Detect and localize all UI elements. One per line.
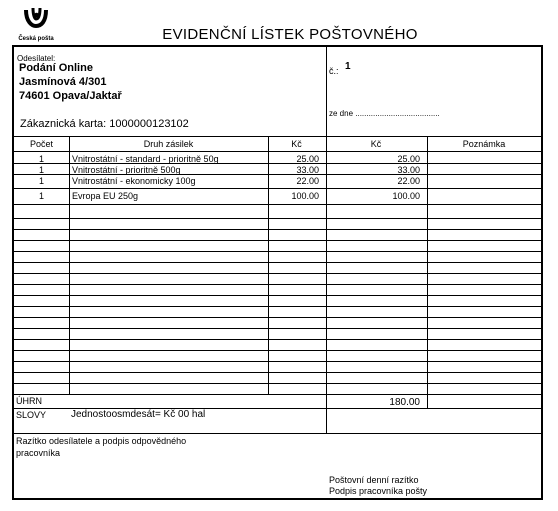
header-bottom-line: [14, 151, 541, 152]
sender-divider: [326, 47, 327, 136]
table-top-line: [14, 136, 541, 137]
number-label: č.:: [329, 66, 339, 76]
post-signature-label: Podpis pracovníka pošty: [329, 486, 428, 496]
row-line: [14, 218, 541, 219]
row-line: [14, 284, 541, 285]
row-total: 100.00: [392, 191, 420, 201]
row-total: 33.00: [397, 165, 420, 175]
sender-street: Jasmínová 4/301: [19, 76, 107, 88]
row-line: [14, 240, 541, 241]
col-divider-2: [268, 136, 269, 394]
row-count: 1: [38, 154, 44, 164]
sender-stamp-label-1: Razítko odesílatele a podpis odpovědného: [16, 436, 187, 446]
row-line: [14, 262, 541, 263]
row-line: [14, 383, 541, 384]
row-total: 22.00: [397, 176, 420, 186]
sender-name: Podání Online: [19, 62, 93, 74]
col-header-price: Kč: [291, 139, 302, 149]
row-price: 25.00: [296, 154, 319, 164]
document-title: EVIDENČNÍ LÍSTEK POŠTOVNÉHO: [162, 26, 418, 43]
row-line: [14, 328, 541, 329]
row-line: [14, 295, 541, 296]
totals-top-line: [14, 394, 541, 395]
row-line: [14, 251, 541, 252]
row-line: [14, 188, 541, 189]
uhrn-label: ÚHRN: [16, 396, 42, 406]
slovy-value: Jednostoosmdesát= Kč 00 hal: [71, 409, 206, 420]
row-line: [14, 229, 541, 230]
row-price: 33.00: [296, 165, 319, 175]
sender-stamp-label-2: pracovníka: [16, 448, 61, 458]
date-field: ze dne ......................................: [329, 109, 440, 118]
number-value: 1: [345, 61, 351, 72]
row-line: [14, 317, 541, 318]
row-count: 1: [38, 165, 44, 175]
col-header-total: Kč: [370, 139, 382, 149]
row-line: [14, 306, 541, 307]
col-header-count: Počet: [29, 139, 53, 149]
col-divider-1: [69, 136, 70, 394]
row-line: [14, 339, 541, 340]
row-total: 25.00: [397, 154, 420, 164]
row-line: [14, 163, 541, 164]
row-item: Evropa EU 250g: [72, 191, 139, 201]
row-line: [14, 174, 541, 175]
row-item: Vnitrostátní - ekonomicky 100g: [72, 176, 196, 186]
row-line: [14, 273, 541, 274]
col-divider-3: [326, 136, 327, 433]
row-item: Vnitrostátní - standard - prioritně 50g: [72, 154, 219, 164]
sender-city: 74601 Opava/Jaktař: [19, 90, 122, 102]
row-price: 100.00: [291, 191, 319, 201]
row-count: 1: [38, 176, 44, 186]
row-line: [14, 361, 541, 362]
slovy-label: SLOVY: [16, 410, 47, 420]
row-line: [14, 204, 541, 205]
row-price: 22.00: [296, 176, 319, 186]
col-divider-4: [427, 136, 428, 408]
post-stamp-label: Poštovní denní razítko: [329, 475, 419, 485]
row-line: [14, 372, 541, 373]
row-item: Vnitrostátní - prioritně 500g: [72, 165, 181, 175]
ceska-posta-logo: [14, 6, 58, 46]
post-horn-icon: [23, 6, 49, 34]
uhrn-value: 180.00: [389, 397, 420, 408]
customer-card: Zákaznická karta: 1000000123102: [20, 118, 189, 130]
col-header-note: Poznámka: [462, 139, 506, 149]
footer-top-line: [14, 433, 541, 434]
col-header-items: Druh zásilek: [143, 139, 194, 149]
sender-label: Odesílatel:: [17, 54, 56, 63]
row-line: [14, 350, 541, 351]
form-frame: [12, 45, 543, 500]
logo-text: Česká pošta: [18, 36, 54, 42]
row-count: 1: [38, 191, 44, 201]
